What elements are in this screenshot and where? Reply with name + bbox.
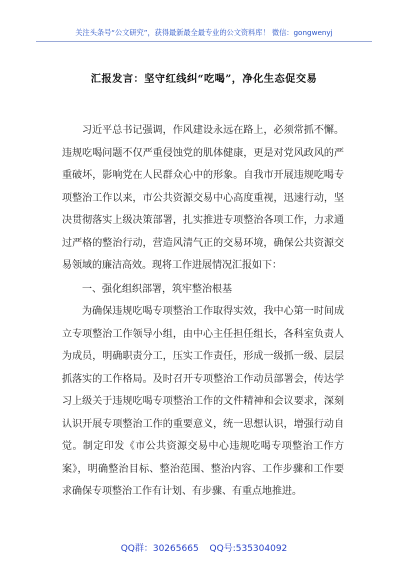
document-body	[62, 120, 344, 504]
header-note: 关注头条号“公文研究”，获得最新最全最专业的公文资料库！ 微信：gongwenyj	[75, 28, 333, 37]
document-title: 汇报发言：坚守红线纠“吃喝”，净化生态促交易	[90, 73, 318, 85]
qq-group: QQ群：30265665	[120, 544, 199, 554]
qq-number: QQ号:535304092	[209, 544, 288, 554]
intro-paragraph: 习近平总书记强调，作风建设永远在路上，必须常抓不懈。违规吃喝问题不仅严重侵蚀党的肌体健康，更是对党风政风的严重破坏，影响党在人民群众心中的形象。自我市开展违规吃喝专项整治工作以来，市公共资源交易中心高度重视，迅速行动，坚决贯彻落实上级决策部署，扎实推进专项整治各项工作，力求通过严格的整治行动，营造风清气正的交易环境，确保公共资源交易领域的廉洁高效。现将工作进展情况汇报如下：	[62, 125, 344, 271]
header-divider	[36, 41, 372, 42]
body-paragraph: 为确保违规吃喝专项整治工作取得实效，我中心第一时间成立专项整治工作领导小组，由中心主任担任组长，各科室负责人为成员，明确职责分工，压实工作责任，形成一级抓一级、层层抓落实的工作格局。及时召开专项整治工作动员部署会，传达学习上级关于违规吃喝专项整治工作的文件精神和会议要求，深刻认识开展专项整治工作的重要意义，统一思想认识，增强行动自觉。制定印发《市公共资源交易中心违规吃喝专项整治工作方案》，明确整治目标、整治范围、整治内容、工作步骤和工作要求确保专项整治工作有计划、有步骤、有重点地推进。	[62, 306, 344, 497]
footer-contact	[0, 541, 408, 554]
section-heading: 一、强化组织部署，筑牢整治根基	[82, 283, 232, 295]
